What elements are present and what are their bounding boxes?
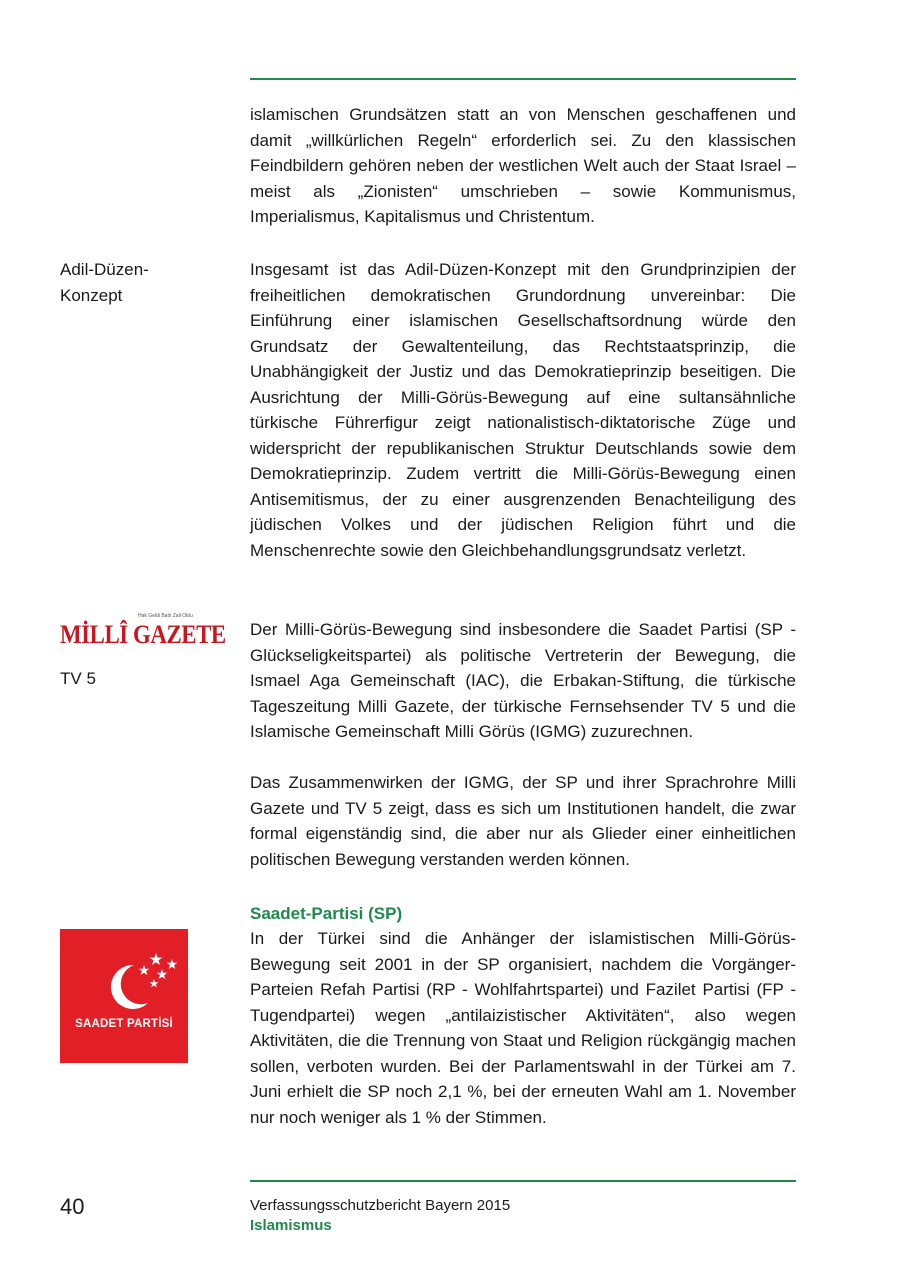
milli-gazete-tagline: Hak Geldi Batıl Zail Oldu <box>138 613 193 619</box>
paragraph-milli-gorus-members: Der Milli-Görüs-Bewegung sind insbesondere die Saadet Partisi (SP - Glückseligkeitspartei) als politische Vertreterin der Bewegung, die Ismael Aga Gemeinschaft (IAC), die Erbakan-Stiftung, die türkische Tageszeitung Milli Gazete, der türkische Fernsehsender TV 5 und die Islamische Gemeinschaft Milli Görüs (IGMG) zuzurechnen. <box>250 620 796 741</box>
saadet-partisi-wordmark: SAADET PARTİSİ <box>75 1018 173 1030</box>
paragraph-islamic-principles: islamischen Grundsätzen statt an von Menschen geschaffenen und damit „willkürlichen Regeln“ erforderlich sei. Zu den klassischen Feindbildern gehören neben der westlichen Welt auch der Staat Israel – meist als „Zionisten“ umschrieben – sowie Kommunismus, Imperialismus, Kapitalismus und Christentum. <box>250 105 796 226</box>
saadet-partisi-logo <box>60 929 188 1063</box>
crescent-stars-icon <box>60 929 188 1063</box>
paragraph-adil-duzen: Insgesamt ist das Adil-Düzen-Konzept mit den Grundprinzipien der freiheitlichen demokratischen Grundordnung unvereinbar: Die Einführung einer islamischen Gesellschaftsordnung würde den Grundsatz der Gewaltenteilung, das Rechtstaatsprinzip, die Unabhängigkeit der Justiz und das Demokratieprinzip beseitigen. Die Ausrichtung der Milli-Görüs-Bewegung auf eine sultansähnliche türkische Führerfigur zeigt nationalistisch-diktatorische Züge und widerspricht der republikanischen Struktur Deutschlands sowie dem Demokratieprinzip. Zudem vertritt die Milli-Görüs-Bewegung einen Antisemitismus, der zu einer ausgrenzenden Benachteiligung des jüdischen Volkes und der jüdischen Religion führt und die Menschenrechte sowie den Gleichbehandlungsgrundsatz verletzt. <box>250 260 796 560</box>
margin-note-adil-line1: Adil-Düzen- <box>60 260 149 279</box>
bottom-rule <box>250 1180 796 1182</box>
paragraph-saadet-history: In der Türkei sind die Anhänger der islamistischen Milli-Görüs-Bewegung seit 2001 in der SP organisiert, nachdem die Vorgänger-Parteien Refah Partisi (RP - Wohlfahrtspartei) und Fazilet Partisi (FP - Tugendpartei) wegen „antilaizistischer Aktivitäten“, also wegen Aktivitäten, die die Trennung von Staat und Religion rückgängig machen sollen, verboten wurden. Bei der Parlamentswahl in der Türkei am 7. Juni erhielt die SP noch 2,1 %, bei der erneuten Wahl am 1. November nur noch weniger als 1 % der Stimmen. <box>250 929 796 1127</box>
milli-gazete-wordmark: MİLLÎ GAZETE <box>60 620 226 649</box>
margin-note-adil-duzen <box>60 257 220 308</box>
footer-section: Islamismus <box>250 1217 332 1234</box>
margin-note-adil-line2: Konzept <box>60 285 123 305</box>
footer-title: Verfassungsschutzbericht Bayern 2015 <box>250 1197 511 1214</box>
page-number: 40 <box>60 1194 85 1219</box>
paragraph-cooperation: Das Zusammenwirken der IGMG, der SP und ihrer Sprachrohre Milli Gazete und TV 5 zeigt, dass es sich um Institutionen handelt, die zwar formal eigenständig sind, die aber nur als Glieder einer einheitlichen politischen Bewegung verstanden werden können. <box>250 773 796 869</box>
top-rule <box>250 78 796 80</box>
milli-gazete-logo <box>60 612 226 652</box>
section-heading-saadet: Saadet-Partisi (SP) <box>250 904 403 923</box>
margin-note-tv5: TV 5 <box>60 669 96 688</box>
